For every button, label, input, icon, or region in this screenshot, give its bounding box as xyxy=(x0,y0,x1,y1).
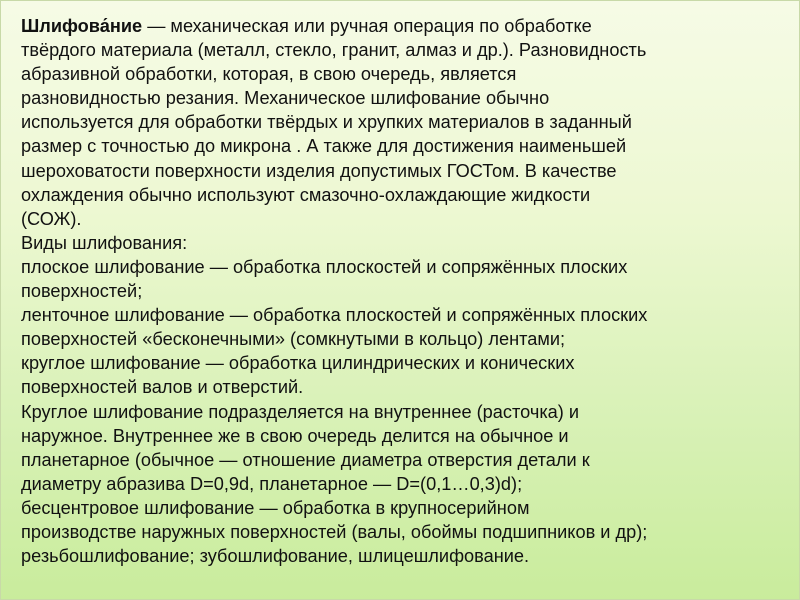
text-line: используется для обработки твёрдых и хрупких материалов в заданный xyxy=(21,112,632,133)
text-line: абразивной обработки, которая, в свою очередь, является xyxy=(21,64,517,85)
text-line: планетарное (обычное — отношение диаметра отверстия детали к xyxy=(21,449,590,470)
text-line: шероховатости поверхности изделия допустимых ГОСТом. В качестве xyxy=(21,160,617,181)
section-heading: Виды шлифования: xyxy=(21,232,188,253)
list-item-continuation: поверхностей; xyxy=(21,281,143,302)
text-line: Круглое шлифование подразделяется на внутреннее (расточка) и xyxy=(21,401,580,422)
text-line: разновидностью резания. Механическое шлифование обычно xyxy=(21,88,550,109)
list-item: круглое шлифование — обработка цилиндрических и конических xyxy=(21,353,575,374)
list-item-continuation: поверхностей валов и отверстий. xyxy=(21,377,304,398)
text-line: диаметру абразива D=0,9d, планетарное — D=(0,1…0,3)d); xyxy=(21,473,523,494)
text-line xyxy=(21,14,791,38)
list-item-continuation: производстве наружных поверхностей (валы, обоймы подшипников и др); xyxy=(21,521,648,542)
text-line: размер с точностью до микрона . А также для достижения наименьшей xyxy=(21,136,627,157)
list-item-continuation: поверхностей «бесконечными» (сомкнутыми в кольцо) лентами; xyxy=(21,329,566,350)
list-item: ленточное шлифование — обработка плоскостей и сопряжённых плоских xyxy=(21,305,648,326)
term-definition: — механическая или ручная операция по обработке xyxy=(142,16,592,36)
text-line: наружное. Внутреннее же в свою очередь делится на обычное и xyxy=(21,425,569,446)
list-item: плоское шлифование — обработка плоскостей и сопряжённых плоских xyxy=(21,256,628,277)
slide-body-text xyxy=(21,14,791,568)
list-item: бесцентровое шлифование — обработка в крупносерийном xyxy=(21,497,530,518)
term-heading: Шлифова́ние xyxy=(21,16,143,36)
list-item: резьбошлифование; зубошлифование, шлицешлифование. xyxy=(21,546,530,567)
text-line: охлаждения обычно используют смазочно-охлаждающие жидкости xyxy=(21,184,591,205)
text-line: твёрдого материала (металл, стекло, гранит, алмаз и др.). Разновидность xyxy=(21,40,647,61)
text-line: (СОЖ). xyxy=(21,208,82,229)
